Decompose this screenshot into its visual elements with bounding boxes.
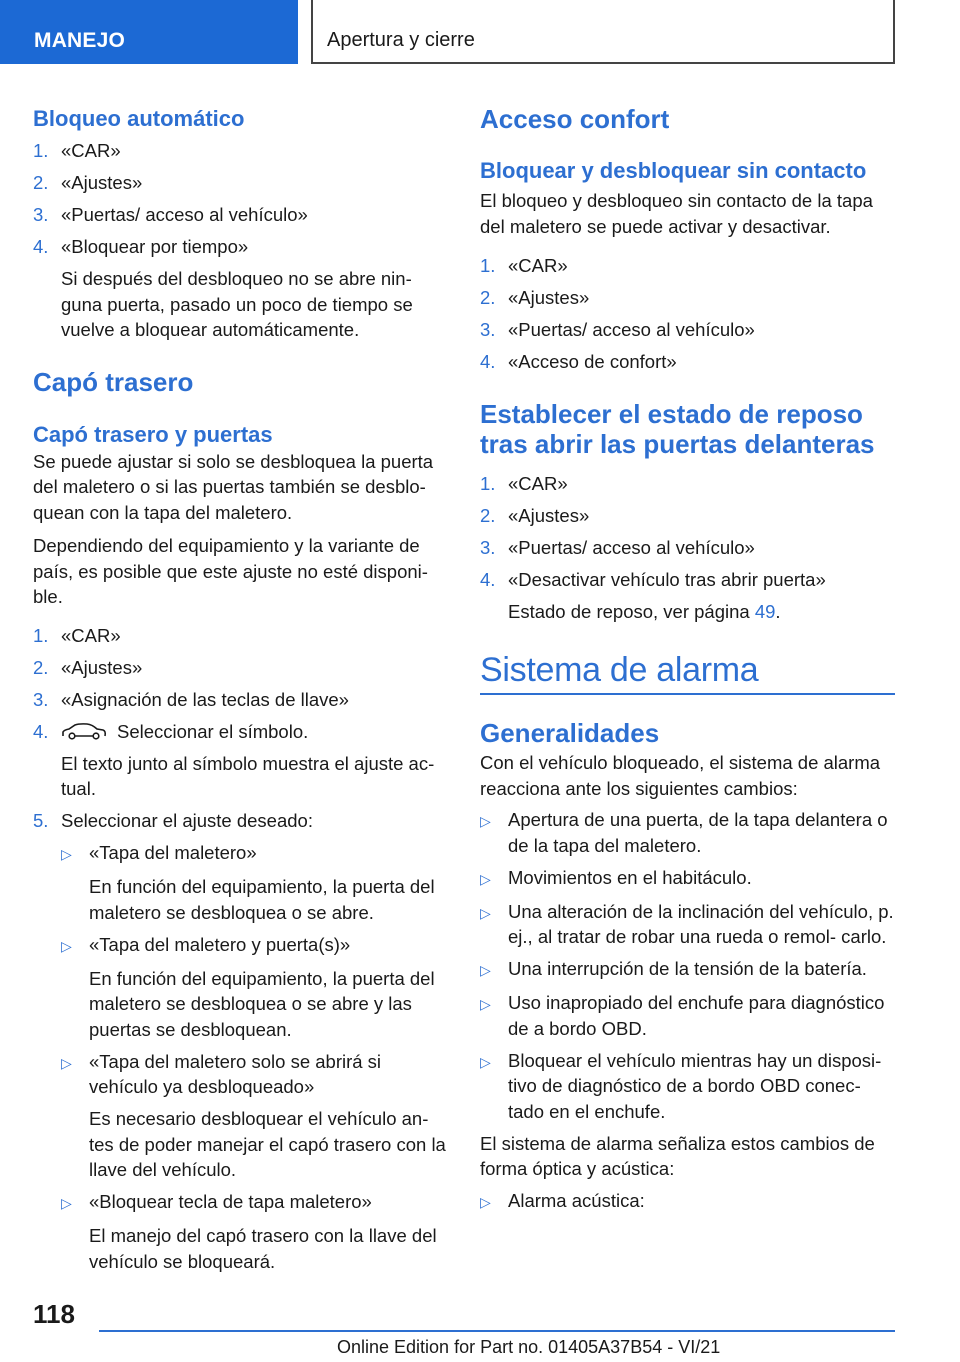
- list-item: 3. «Puertas/ acceso al vehículo»: [480, 319, 755, 340]
- heading-standby: Establecer el estado de reposo tras abrir las puertas delanteras: [480, 398, 875, 459]
- step4-note: El texto junto al símbolo muestra el ajuste ac‐ tual.: [61, 752, 435, 799]
- section-divider: [480, 693, 895, 695]
- standby-note: Estado de reposo, ver página 49.: [508, 600, 781, 622]
- heading-alarm-system: Sistema de alarma: [480, 651, 759, 689]
- list-item: 3. «Puertas/ acceso al vehículo»: [480, 536, 755, 558]
- header-title-box: [311, 0, 895, 64]
- list-item: 1. «CAR»: [33, 624, 121, 646]
- triangle-right-icon: ▷: [480, 813, 491, 829]
- standby-steps: [480, 471, 898, 625]
- triangle-right-icon: ▷: [61, 1054, 72, 1071]
- trunk-options: ▷ «Tapa del maletero» En función del equipamiento, la puerta del maletero se desbloquea o se abre. ▷ «Tapa del maletero y puerta(s)» En función del equipamiento, la puerta del maletero se desbloquea o se abre y las puertas se desbloquean. ▷ «Tapa del maletero solo se abrirá si vehículo ya desbloqueado» Es necesario desbloquear el vehículo an‐ tes de poder manejar el capó trasero con la llave del vehículo. ▷ «Bloquear tecla de tapa maletero» El manejo del capó trasero con la llave del vehículo se bloqueará.: [33, 840, 448, 1274]
- list-item: 2. «Ajustes»: [480, 504, 590, 526]
- list-item: 4. Seleccionar el símbolo.: [33, 720, 309, 742]
- header-section-tab: [0, 0, 298, 64]
- page-number: 118: [33, 1299, 75, 1329]
- alarm-paragraph-2: El sistema de alarma señaliza estos cambios de forma óptica y acústica:: [480, 1132, 875, 1179]
- heading-comfort-access: Acceso confort: [480, 104, 670, 134]
- list-item: 5. Seleccionar el ajuste deseado:: [33, 810, 313, 831]
- header-section-label: MANEJO: [34, 29, 126, 52]
- triangle-right-icon: ▷: [480, 962, 491, 978]
- alarm-paragraph-1: Con el vehículo bloqueado, el sistema de alarma reacciona ante los siguientes cambios:: [480, 752, 881, 799]
- footer-divider: [99, 1330, 895, 1332]
- trunk-paragraph-1: Se puede ajustar si solo se desbloquea la puerta del maletero o si las puertas también se desblo‐ quean con la tapa del maletero.: [33, 450, 434, 523]
- triangle-right-icon: ▷: [480, 1053, 491, 1070]
- trunk-steps: [33, 623, 448, 1275]
- list-item: ▷ Alarma acústica:: [480, 1188, 898, 1216]
- right-column: [480, 100, 898, 1215]
- list-item: 4. «Desactivar vehículo tras abrir puerta»: [480, 568, 826, 590]
- triangle-right-icon: ▷: [480, 904, 491, 921]
- subheading-contactless: Bloquear y desbloquear sin contacto: [480, 158, 867, 183]
- list-item: ▷ Una interrupción de la tensión de la batería.: [480, 956, 898, 984]
- list-item: 2. «Ajustes»: [480, 287, 590, 308]
- heading-trunk: Capó trasero: [33, 366, 194, 397]
- subheading-trunk-doors: Capó trasero y puertas: [33, 421, 273, 447]
- list-item: ▷ «Tapa del maletero y puerta(s)»: [61, 932, 448, 960]
- triangle-right-icon: ▷: [61, 937, 72, 954]
- triangle-right-icon: ▷: [480, 870, 491, 887]
- list-item: 1. «CAR»: [480, 472, 568, 494]
- list-item: 4. «Acceso de confort»: [480, 351, 677, 372]
- subheading-general: Generalidades: [480, 718, 660, 748]
- list-item: ▷ Apertura de una puerta, de la tapa delantera o de la tapa del maletero.: [480, 807, 898, 858]
- triangle-right-icon: ▷: [480, 996, 491, 1012]
- alarm-items: [480, 807, 898, 1124]
- list-item: ▷ «Tapa del maletero solo se abrirá si vehículo ya desbloqueado»: [61, 1049, 448, 1100]
- comfort-steps: [480, 253, 898, 375]
- footer-edition: Online Edition for Part no. 01405A37B54 - VI/21: [337, 1337, 721, 1357]
- list-item: 4. «Bloquear por tiempo»: [33, 236, 249, 257]
- list-item: 2. «Ajustes»: [33, 172, 143, 193]
- trunk-paragraph-2: Dependiendo del equipamiento y la variante de país, es posible que este ajuste no esté disponi‐ ble.: [33, 535, 428, 607]
- page-link[interactable]: 49: [754, 600, 776, 622]
- left-column: [33, 100, 448, 1274]
- list-item: 2. «Ajustes»: [33, 656, 143, 678]
- list-item: ▷ «Tapa del maletero»: [61, 840, 448, 868]
- list-item: 3. «Puertas/ acceso al vehículo»: [33, 204, 308, 225]
- list-item: 1. «CAR»: [480, 255, 568, 276]
- list-item: ▷ Movimientos en el habitáculo.: [480, 865, 898, 893]
- triangle-right-icon: ▷: [61, 1195, 72, 1211]
- heading-auto-lock: Bloqueo automático: [33, 106, 245, 131]
- auto-lock-note: Si después del desbloqueo no se abre nin‐ guna puerta, pasado un poco de tiempo se vuelve a bloquear automáticamente.: [61, 268, 413, 340]
- list-item: 1. «CAR»: [33, 140, 121, 161]
- header-title: Apertura y cierre: [327, 29, 475, 51]
- list-item: ▷ «Bloquear tecla de tapa maletero»: [61, 1189, 448, 1217]
- list-item: ▷ Una alteración de la inclinación del vehículo, p. ej., al tratar de robar una rueda o remol‐ carlo.: [480, 899, 898, 950]
- list-item: 3. «Asignación de las teclas de llave»: [33, 688, 349, 710]
- auto-lock-steps: [33, 138, 448, 343]
- car-icon: [61, 722, 107, 740]
- list-item: ▷ Uso inapropiado del enchufe para diagnóstico de a bordo OBD.: [480, 990, 898, 1041]
- list-item: ▷ Bloquear el vehículo mientras hay un disposi‐ tivo de diagnóstico de a bordo OBD conec‐ tado en el enchufe.: [480, 1048, 898, 1125]
- triangle-right-icon: ▷: [61, 846, 72, 862]
- comfort-paragraph: El bloqueo y desbloqueo sin contacto de la tapa del maletero se puede activar y desactivar.: [480, 190, 873, 237]
- triangle-right-icon: ▷: [480, 1193, 491, 1210]
